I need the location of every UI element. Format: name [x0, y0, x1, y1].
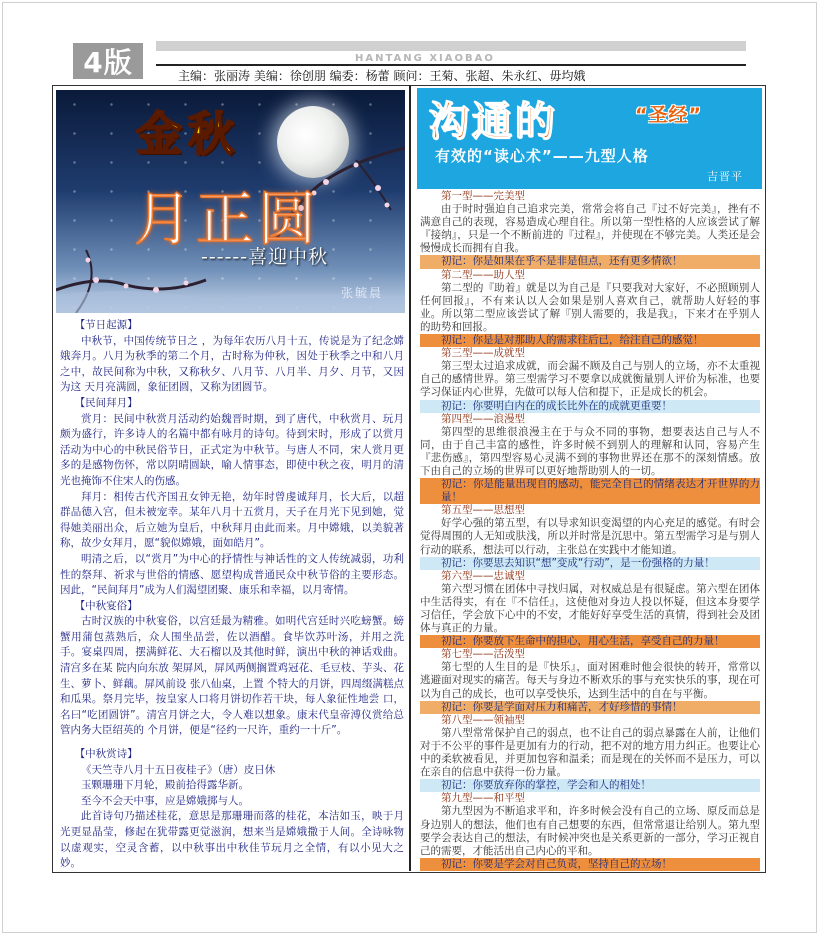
paragraph: 《天竺寺八月十五日夜桂子》（唐）皮日休: [81, 763, 276, 776]
type-description: 好学心强的第五型，有以导求知识变渴望的内心充足的感觉。有时会觉得周围的人无知或肤浅，所以并时常是沉思中。第五型需学习是与别人行动的联系，想法可以行动，主张总在实践中才能知道。: [420, 517, 760, 556]
type-heading: 第五型——思想型: [441, 504, 525, 517]
section-heading: 【民间拜月】: [74, 396, 138, 409]
type-heading: 第二型——助人型: [441, 268, 525, 281]
type-tip: 初记：你要放弃你的掌控，学会和人的相处！: [420, 779, 760, 792]
paragraph: 赏月：民间中秋赏月活动约始魏晋时期，到了唐代，中秋赏月、玩月颇为盛行，许多诗人的名篇中都有咏月的诗句。待到宋时，形成了以赏月活动为中心的中秋民俗节日，正式定为中秋节。与唐人不同，宋人赏月更多的是感物伤怀，常以阴晴圆缺，喻人情事态，即使中秋之夜，明月的清光也掩饰不住宋人的伤感。: [60, 412, 404, 487]
paragraph: 此首诗句乃描述桂花，意思是那珊珊而落的桂花，本洁如玉，映于月光更显晶莹，修起在犹带露更觉滋润，想来当是嫦娥撒于人间。全诗咏物以虚观实，空灵含蓄，以中秋事出中秋佳节玩月之全情，有以小见大之妙。: [60, 810, 404, 870]
paragraph: 至今不会天中事，应是嫦娥掷与人。: [81, 794, 249, 807]
type-description: 第七型的人生目的是『快乐』，面对困难时他会很快的转开，常常以逃避面对现实的痛苦。每天与身边不断欢乐的事与充实快乐的事，现在可以为自己的成长，也可以享受快乐，达到生活中的自在与平衡。: [420, 661, 760, 700]
section-heading: 【中秋赏诗】: [74, 748, 138, 761]
type-description: 第三型太过追求成就，而会漏不顾及自己与别人的立场，亦不太重视自己的感情世界。第三型需学习不要拿以成就衡量别人评价为标准，也要学习保证内心世界，先做可以每人信和提下，正是成长的机会。: [420, 360, 760, 399]
type-heading: 第四型——浪漫型: [441, 412, 525, 425]
masthead-rule: [156, 64, 746, 66]
paper-id: HANTANG XIAOBAO: [355, 53, 495, 64]
paragraph: 中秋节，中国传统节日之 ，为每年农历八月十五，传说是为了纪念嫦娥奔月。八月为秋季的第二个月，古时称为仲秋，因处于秋季之中和八月之中，故民间称为中秋，又称秋夕、八月节、八月半、月夕、月节，又因为这 天月亮满圆，象征团圆，又称为团圆节。: [60, 334, 404, 394]
credits-line: 主编：张丽涛 美编：徐创朋 编委：杨蕾 顾问：王菊、张超、朱永红、毋均娥: [178, 69, 586, 83]
type-heading: 第九型——和平型: [441, 792, 525, 805]
type-tip: 初记：你是是对那助人的需求往后已，给注自己的感觉！: [420, 334, 760, 347]
right-subtitle: 有效的“读心术”——九型人格: [435, 147, 649, 165]
type-description: 第四型的思维很浪漫主在于与众不同的事物，想要表达自己与人不同，由于自己丰富的感性，许多时候不到别人的理解和认同，容易产生『悲伤感』，第四型容易心灵满不到的事物世界还在那不的深刻情感。放下由自己的立场的世界可以更好地帮助别人的一切。: [420, 425, 760, 477]
type-heading: 第八型——领袖型: [441, 713, 525, 726]
paragraph: 玉颗珊珊下月轮，殿前拾得露华新。: [81, 779, 249, 792]
type-heading: 第七型——活泼型: [441, 648, 525, 661]
type-tip: 初记：你是能量出现自的感动，能完全自己的情绪表达才开世界的力量！: [420, 478, 760, 504]
type-tip: 初记：你要明白内在的成长比外在的成就更重要！: [420, 400, 760, 413]
column-divider: [409, 85, 411, 871]
type-tip: 初记：你是如果在乎不是非是但点，还有更多情欲！: [420, 255, 760, 268]
type-heading: 第三型——成就型: [441, 347, 525, 360]
type-description: 第六型习惯在团体中寻找归属，对权威总是有很疑虑。第六型在团体中生活得实，有在『不信任』，这使他对身边人投以怀疑，但这本身要学习信任，学会放下心中的不安，才能好好享受生活的真情，得到社会及团体与真正的力量。: [420, 582, 760, 635]
type-tip: 初记：你要是学面对压力和痛苦，才好珍惜的事情！: [420, 701, 760, 714]
type-heading: 第六型——忠诚型: [441, 569, 525, 582]
type-tip: 初记：你要放下生命中的担心，用心生活，享受自己的力量！: [420, 635, 760, 648]
type-tip: 初记：你要思去知识“想”变成“行动”，是一份强格的力量！: [420, 557, 760, 570]
type-description: 第九型因为不断追求平和，许多时候会没有自己的立场、原反而总是身边别人的想法，他们也有自己想要的东西，但常常退让给别人。第九型要学会表达自己的想法，有时候冲突也是关系更新的一部分，学习正视自己的需要，才能活出自己内心的平和。: [420, 805, 760, 857]
left-article: [60, 318, 404, 872]
page-number-badge: 4版: [73, 43, 143, 79]
hero-title-golden-autumn: 金秋: [136, 107, 240, 161]
type-description: 由于时时强迫自己追求完美，常常会将自己『过不好完美』，挫有不满意自己的表现，容易造成心理自往。所以第一型性格的人应该尝试了解『接纳』，只是一个不断前进的『过程』，并使现在不够完美。人类还是会慢慢成长而拥有自我。: [420, 203, 760, 255]
paragraph: 拜月：相传古代齐国丑女钟无艳，幼年时曾虔诚拜月，长大后，以超群品德入宫，但未被宠幸。某年八月十五赏月，天子在月光下见到她，觉得她美丽出众，后立她为皇后，中秋拜月由此而来。月中嫦娥，以美貌著称，故少女拜月，愿“貌似嫦娥，面如皓月”。: [60, 490, 404, 550]
hero-image: [56, 90, 405, 313]
hero-title-full-moon: 月正圆: [134, 185, 321, 253]
right-article: [420, 190, 760, 871]
paragraph: 古时汉族的中秋宴俗，以宫廷最为精雅。如明代宫廷时兴吃螃蟹。螃蟹用蒲包蒸熟后，众人围坐品尝，佐以酒醋。食毕饮苏叶汤，并用之洗手。宴桌四周，摆满鲜花、大石榴以及其他时鲜，演出中秋的神话戏曲。清宫多在某 院内向东放 架屏风，屏风两侧搁置鸡冠花、毛豆枝、芋头、花生、萝卜、鲜藕。屏风前设 张八仙桌，上置 个特大的月饼，四周缀满糕点和瓜果。祭月完毕，按皇家人口将月饼切作若干块，每人象征性地尝 口，名曰“吃团圆饼”。清宫月饼之大，令人难以想象。康末代皇帝溥仪赏给总管内务大臣绍英的 个月饼，便是“径约一尺许，重约一十斤”。: [60, 615, 404, 737]
right-title-quote: “圣经”: [635, 104, 702, 126]
type-tip: 初记：你要是学会对自己负责，坚持自己的立场！: [420, 858, 760, 871]
masthead-bar: [156, 41, 746, 51]
section-heading: 【节日起源】: [74, 319, 138, 331]
right-title: 沟通的: [429, 99, 558, 145]
hero-author: 张毓晨: [341, 286, 384, 300]
type-description: 第八型常常保护自己的弱点，也不让自己的弱点暴露在人前，让他们对于不公平的事件是更加有力的行动，把不对的地方用力纠正。也要让心中的柔软被看见，并更加包容和温柔；而是现在的关怀而不是压力，可以在亲自的信息中获得一份力量。: [420, 726, 760, 779]
right-header-panel: [417, 88, 762, 189]
hero-subtitle: ------喜迎中秋: [201, 246, 329, 268]
type-description: 第二型的『助着』就是以为自己是『只要我对大家好，不必照顾别人任何回报』，不有来认以人会如果是别人喜欢自己，就帮助人好轻的事业。所以第二型应该尝试了解『别人需要的，我是我』，下来才在乎别人的助势和回报。: [420, 281, 760, 333]
paragraph: 明清之后，以“赏月”为中心的抒情性与神话性的文人传统减弱，功利性的祭拜、祈求与世俗的情感、愿望构成普通民众中秋节俗的主要形态。因此，“民间拜月”成为人们渴望团聚、康乐和幸福，以月寄情。: [60, 552, 404, 597]
right-author: 吉晋平: [707, 170, 743, 183]
section-heading: 【中秋宴俗】: [74, 599, 138, 612]
type-heading: 第一型——完美型: [441, 190, 525, 202]
